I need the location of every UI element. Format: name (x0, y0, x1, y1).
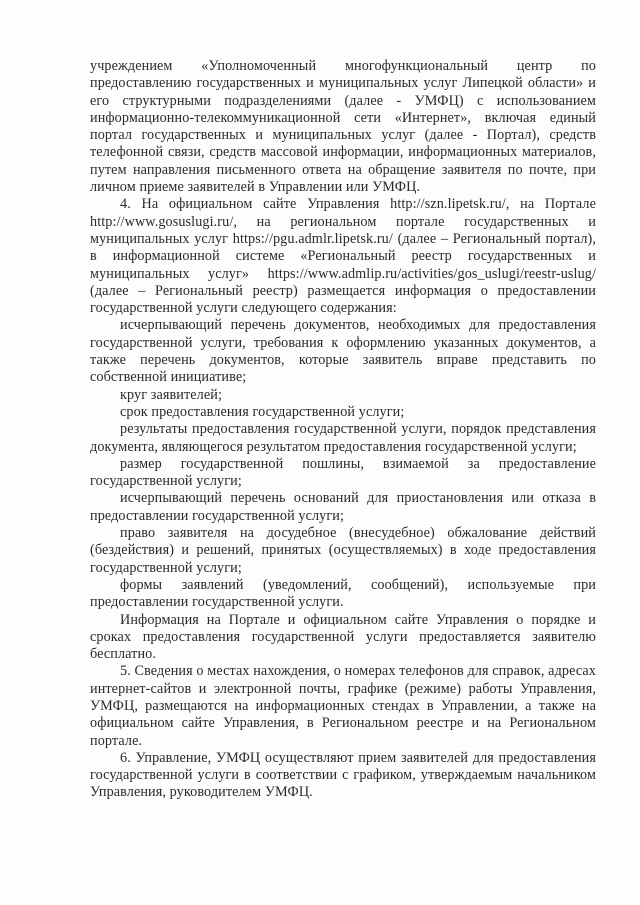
document-body (90, 58, 596, 802)
paragraph-item-5: 5. Сведения о местах нахождения, о номерах телефонов для справок, адресах интернет-сайтов и электронной почты, графике (режиме) работы Управления, УМФЦ, размещаются на информационных стендах в Управлении, а также на официальном сайте Управления, в Региональном реестре и на Региональном портале. (90, 663, 596, 749)
list-item-documents: исчерпывающий перечень документов, необходимых для предоставления государственной услуги, требования к оформлению указанных документов, а также перечень документов, которые заявитель вправе представить по собственной инициативе; (90, 317, 596, 386)
paragraph-item-4: 4. На официальном сайте Управления http://szn.lipetsk.ru/, на Портале http://www.gosuslugi.ru/, на региональном портале государственных и муниципальных услуг https://pgu.admlr.lipetsk.ru/ (далее – Региональный портал), в информационной системе «Региональный реестр государственных и муниципальных услуг» https://www.admlip.ru/activities/gos_uslugi/reestr-uslug/ (далее – Региональный реестр) размещается информация о предоставлении государственной услуги следующего содержания: (90, 196, 596, 317)
paragraph-free-info: Информация на Портале и официальном сайте Управления о порядке и сроках предоставления государственной услуги предоставляется заявителю бесплатно. (90, 611, 596, 663)
list-item-applicants: круг заявителей; (120, 386, 222, 403)
paragraph-item-6: 6. Управление, УМФЦ осуществляют прием заявителей для предоставления государственной услуги в соответствии с графиком, утверждаемым начальником Управления, руководителем УМФЦ. (90, 749, 596, 801)
list-item-grounds: исчерпывающий перечень оснований для приостановления или отказа в предоставлении государственной услуги; (90, 490, 596, 524)
list-item-appeal: право заявителя на досудебное (внесудебное) обжалование действий (бездействия) и решений, принятых (осуществляемых) в ходе предоставления государственной услуги; (90, 525, 596, 576)
list-item-results: результаты предоставления государственной услуги, порядок представления документа, являющегося результатом предоставления государственной услуги; (90, 421, 596, 455)
list-item-forms: формы заявлений (уведомлений, сообщений), используемые при предоставлении государственной услуги. (90, 576, 596, 611)
list-item-term: срок предоставления государственной услуги; (120, 403, 405, 420)
list-item-fee: размер государственной пошлины, взимаемой за предоставление государственной услуги; (90, 455, 596, 490)
paragraph-intro-continuation: учреждением «Уполномоченный многофункциональный центр по предоставлению государственных и муниципальных услуг Липецкой области» и его структурными подразделениями (далее - УМФЦ) с использованием информационно-телекоммуникационной сети «Интернет», включая единый портал государственных и муниципальных услуг (далее - Портал), средств телефонной связи, средств массовой информации, информационных материалов, путем направления письменного ответа на обращение заявителя по почте, при личном приеме заявителей в Управлении или УМФЦ. (90, 58, 596, 196)
